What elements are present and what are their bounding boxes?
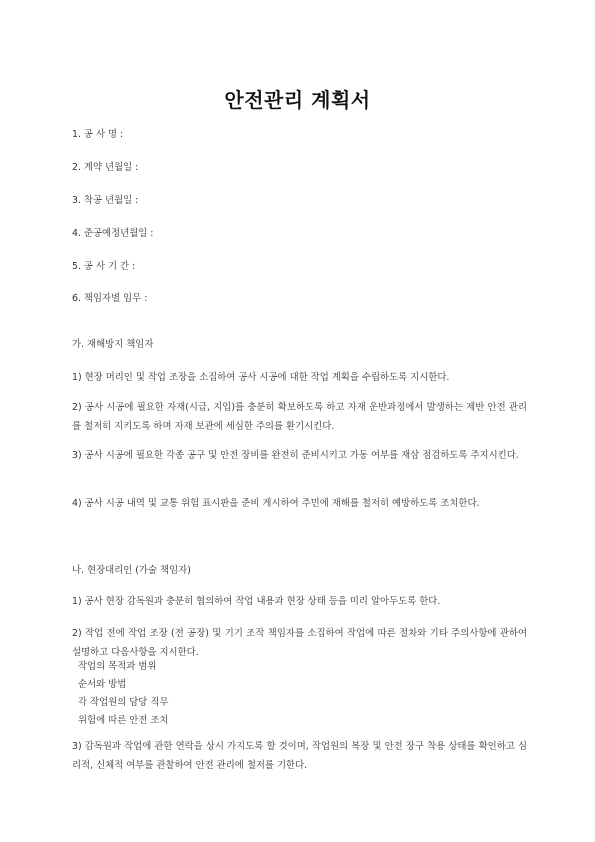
section-ga-item-1: 1) 현장 머리인 및 작업 조장을 소집하여 공사 시공에 대한 작업 계획을 수립하도록 지시한다.	[72, 372, 450, 383]
field-construction-period: 5. 공 사 기 간 :	[72, 261, 136, 272]
sub-item-duties: 각 작업원의 담당 직무	[78, 697, 169, 708]
section-ga-item-2: 2) 공사 시공에 필요한 자재(시급, 지입)를 충분히 확보하도록 하고 자재 운반과정에서 발생하는 제반 안전 관리를 철저히 지키도록 하며 자재 보관에 세심한 주의를 환기시킨다.	[72, 402, 527, 432]
field-project-name: 1. 공 사 명 :	[72, 129, 124, 140]
section-na-item-3: 3) 감독원과 작업에 관한 연락을 상시 가지도록 할 것이며, 작업원의 복장 및 안전 장구 착용 상태를 확인하고 심리적, 신체적 여부를 관찰하여 안전 관리에 철저를 기한다.	[72, 741, 527, 771]
section-na-heading: 나. 현장대리인 (가술 책임자)	[72, 565, 191, 576]
section-na-item-1: 1) 공사 현장 감독원과 충분히 협의하여 작업 내용과 현장 상태 등을 미리 알아두도록 한다.	[72, 596, 441, 607]
field-start-date: 3. 착공 년월일 :	[72, 195, 139, 206]
sub-item-purpose: 작업의 목적과 범위	[78, 661, 157, 672]
field-completion-date: 4. 준공예정년월일 :	[72, 228, 154, 239]
document-title: 안전관리 계획서	[224, 88, 371, 112]
sub-item-safety: 위험에 따른 안전 조치	[78, 715, 169, 726]
section-ga-item-3: 3) 공사 시공에 필요한 각종 공구 및 안전 장비를 완전히 준비시키고 가동 여부를 재삼 점검하도록 주지시킨다.	[72, 450, 519, 461]
section-ga-heading: 가. 재해방지 책임자	[72, 339, 154, 350]
sub-item-order: 순서와 방법	[78, 679, 127, 690]
section-ga-item-4: 4) 공사 시공 내역 및 교통 위험 표시판을 준비 게시하여 주민에 재해를 철저히 예방하도록 조치한다.	[72, 498, 480, 509]
field-contract-date: 2. 계약 년월일 :	[72, 162, 139, 173]
section-na-item-2: 2) 작업 전에 작업 조장 (전 공장) 및 기기 조작 책임자를 소집하여 작업에 따른 절차와 기타 주의사항에 관하여 설명하고 다음사항을 지시한다.	[72, 628, 527, 658]
field-responsibilities: 6. 책임자별 임무 :	[72, 293, 148, 304]
